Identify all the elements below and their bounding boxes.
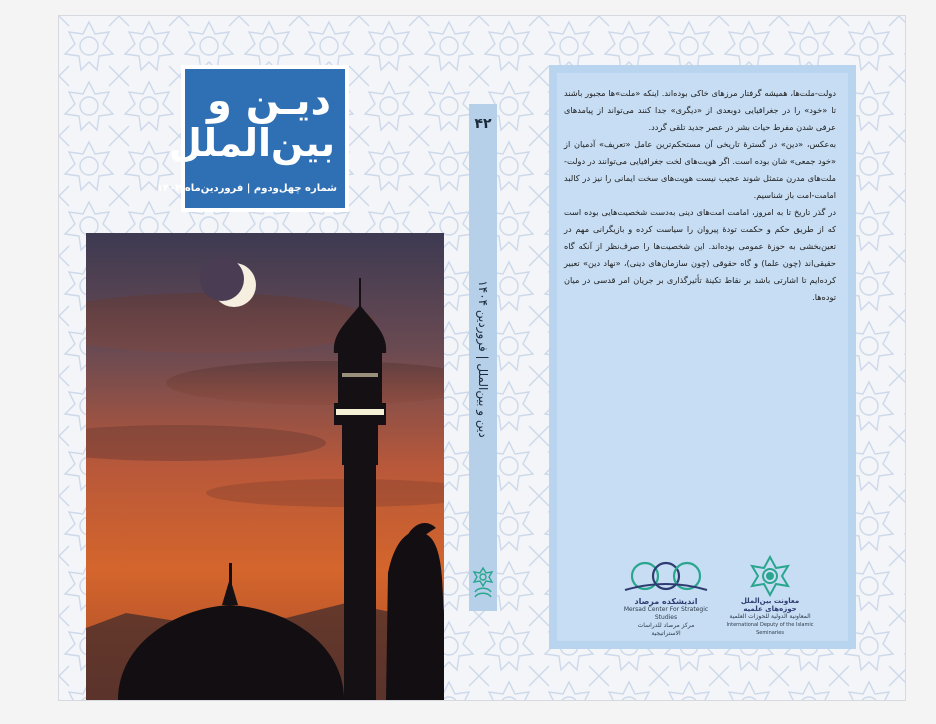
- title-panel: [156, 69, 345, 208]
- magazine-spine: [469, 104, 497, 611]
- hawza-logo: [725, 555, 815, 637]
- mersad-logo: [623, 560, 709, 638]
- mersad-name: اندیشکده مرصاد: [634, 597, 698, 606]
- spine-issue-number: ۴۲: [474, 116, 492, 132]
- hawza-english: International Deputy of the Islamic Seminaries: [726, 622, 814, 636]
- back-cover-text: [564, 85, 836, 306]
- title-line-1: دیـن و: [206, 78, 331, 124]
- mersad-arabic: مركز مرصاد للدراسات الاستراتيجية: [637, 622, 695, 637]
- back-cover-panel: [549, 65, 856, 649]
- title-line-2: بین‌الملل: [168, 121, 335, 165]
- back-paragraph: در گذر تاریخ تا به امروز، امامت امت‌های دینی به‌دست شخصیت‌هایی بوده است که از طریق حکم و حکمت تودهٔ پیروان را سیاست کرده و بازیگرانی مهم در تعین‌بخشی به حوزهٔ عمومی بوده‌اند. این شخصیت‌ها را صرف‌نظر از آنکه گاه حقیقی‌اند (چون علما) و گاه حقوقی (چون سازمان‌های دینی)، «نهاد دین» تعبیر کرده‌ایم تا اشارتی باشد بر نقاط تکینهٔ تأثیرگذاری بر جریان امر قدسی در میان توده‌ها.: [564, 207, 836, 302]
- mersad-english: Mersad Center For Strategic Studies: [623, 606, 709, 621]
- spine-emblem-icon: [472, 566, 494, 602]
- hawza-emblem-icon: [725, 555, 815, 597]
- hawza-name: معاونت بین‌الملل حوزه‌های علمیه: [740, 597, 800, 613]
- mosque-sunset-photo: [86, 233, 444, 700]
- issue-info: شماره چهل‌ودوم | فروردین‌ماه ۱۴۰۴: [156, 183, 337, 194]
- back-paragraph: به‌عکس، «دین» در گسترهٔ تاریخی آن مستحکم‌ترین عامل «تعریف» آدمیان از «خود جمعی» شان بوده است. اگر هویت‌های لخت جغرافیایی می‌توانند در دولت-ملت‌های مدرن متمثل شوند عجیب نیست هویت‌های سخت ایمانی را نیز در کالبد امامت-امت باز شناسیم.: [564, 139, 836, 200]
- hawza-arabic: المعاونية الدولية للحوزات العلمية: [729, 613, 811, 620]
- magazine-cover-spread: [58, 15, 906, 701]
- back-cover-inner: [557, 73, 848, 641]
- back-paragraph: دولت-ملت‌ها، همیشه گرفتار مرزهای خاکی بوده‌اند. اینکه «ملت»ها مجبور باشند تا «خود» را در جغرافیایی دوبعدی از «دیگری» جدا کنند می‌تواند از پیامدهای عرفی شدن مفرط حیات بشر در عصر جدید تلقی گردد.: [564, 88, 836, 132]
- spine-title: دین و بین‌الملل | فروردین ۱۴۰۴: [476, 280, 490, 438]
- mersad-logo-icon: [623, 560, 709, 594]
- magazine-title-box: [156, 65, 349, 212]
